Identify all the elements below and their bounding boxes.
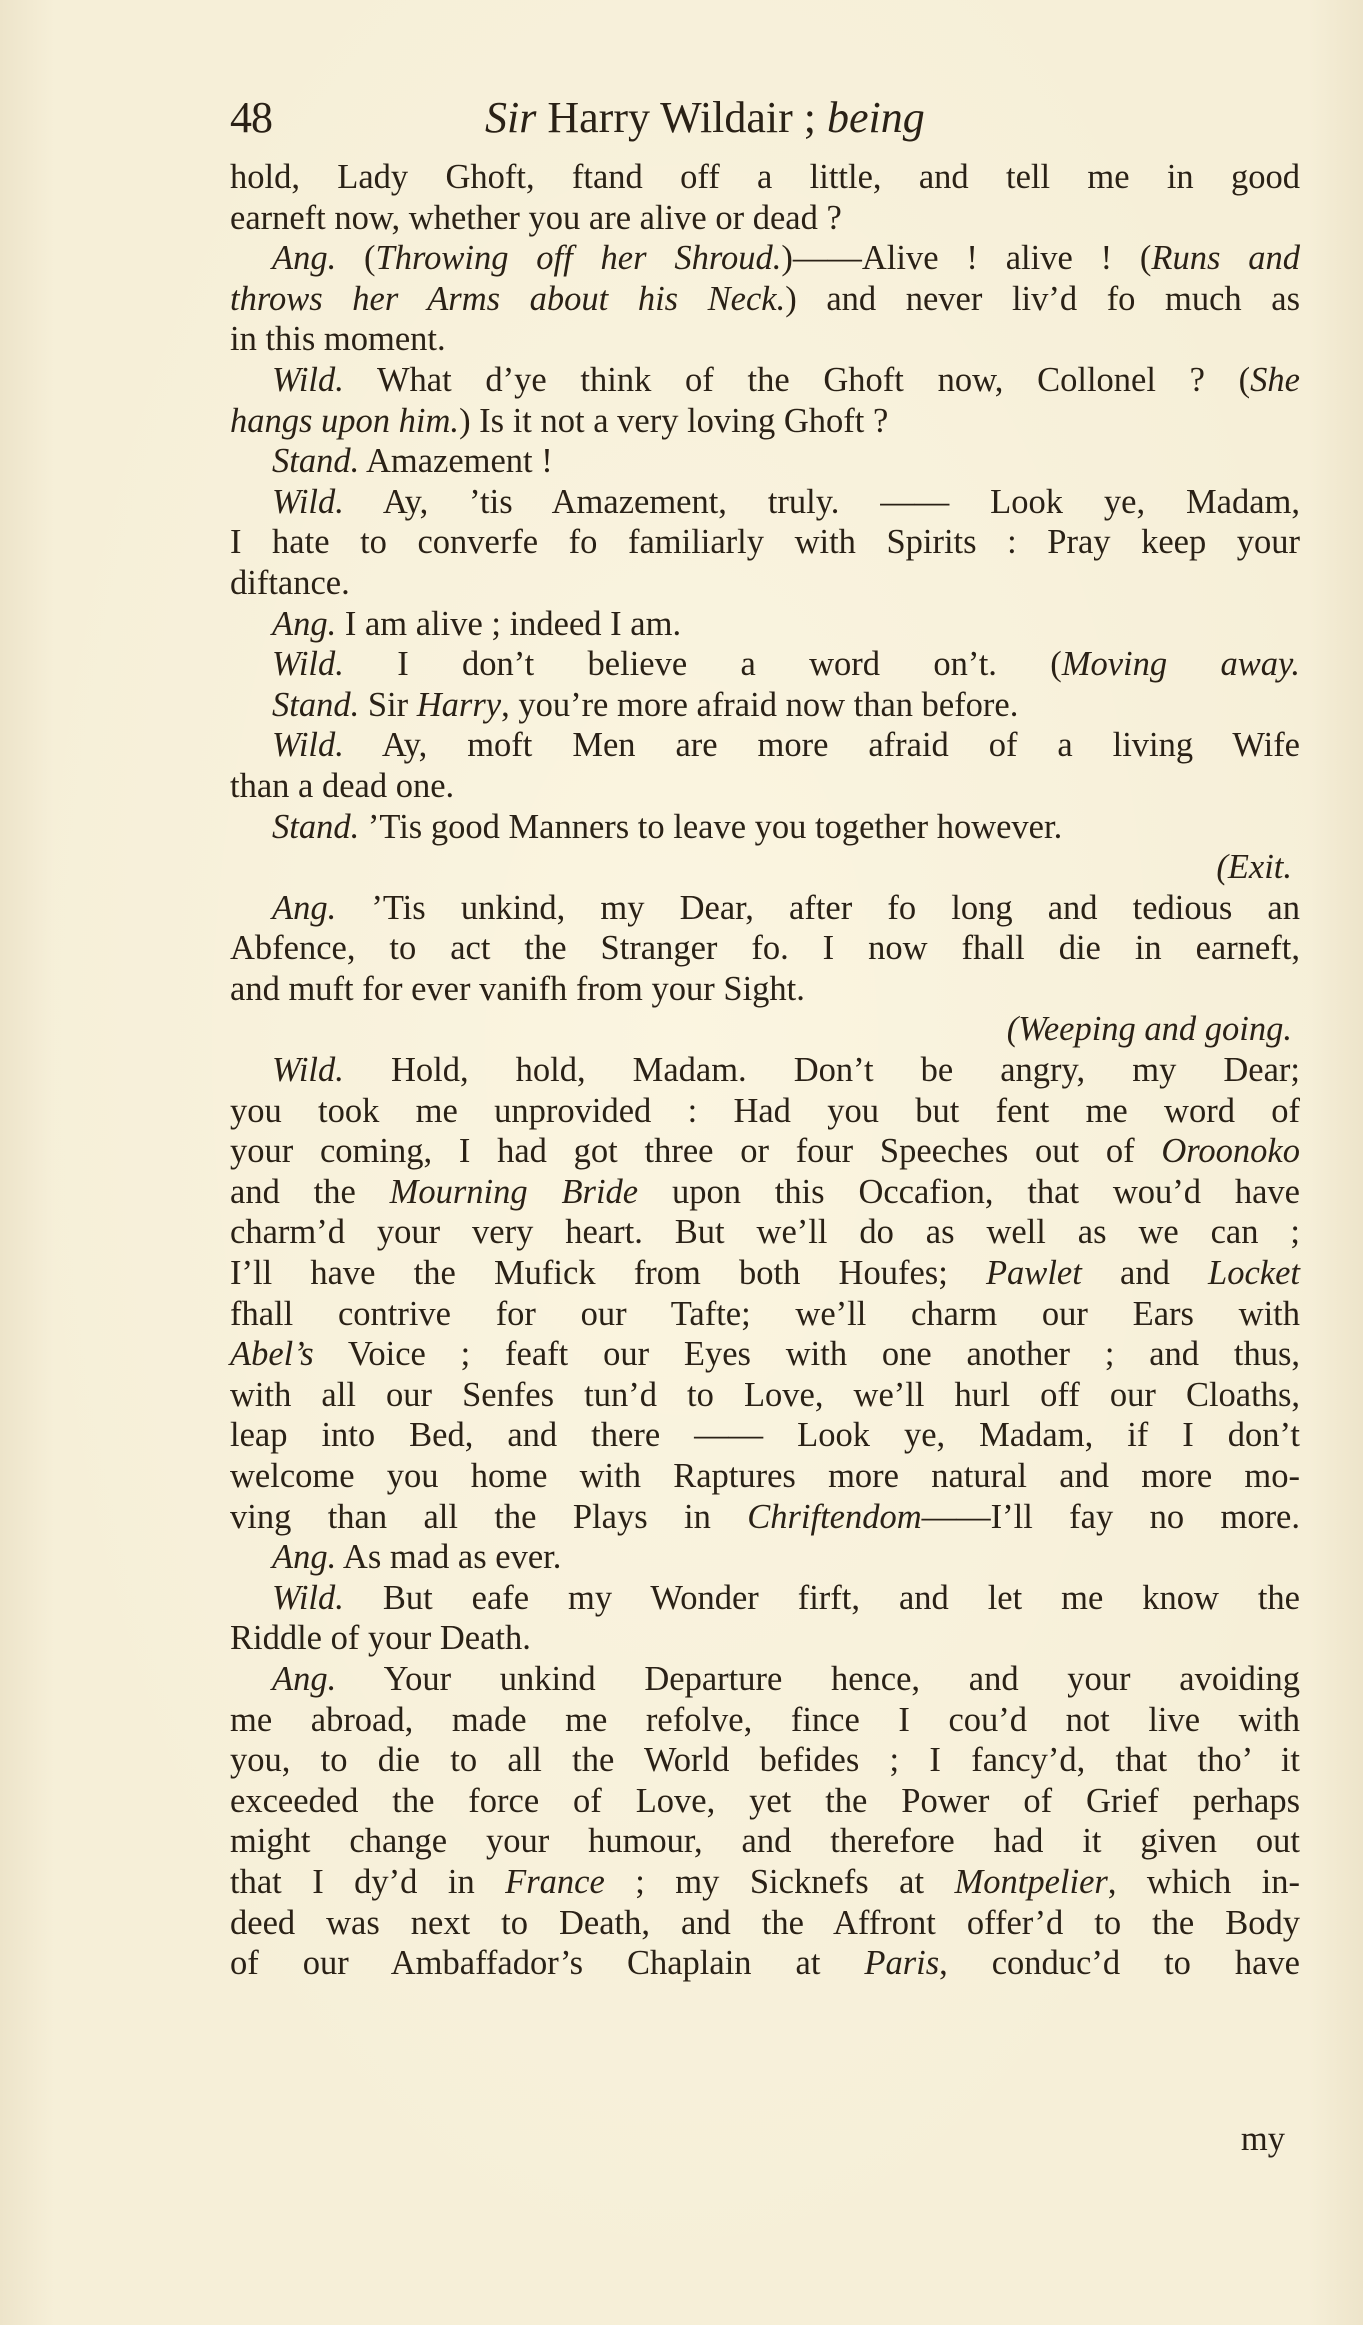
roman-text: and	[1081, 1254, 1209, 1293]
italic-text: Oroonoko	[1161, 1132, 1300, 1171]
italic-text: Wild.	[272, 482, 344, 521]
text-line	[230, 1334, 1300, 1375]
text-line	[230, 847, 1300, 888]
text-line	[230, 1212, 1300, 1253]
text-line	[230, 319, 1300, 360]
catchword: my	[1240, 2120, 1285, 2158]
text-line	[230, 604, 1300, 645]
running-title-main: Harry Wildair ;	[547, 93, 817, 142]
roman-text: Sir	[359, 685, 417, 724]
text-line	[230, 522, 1300, 563]
roman-text: , you’re more afraid now than before.	[501, 685, 1019, 724]
roman-text: ) Is it not a very loving Ghoft ?	[459, 401, 889, 440]
text-line	[230, 198, 1300, 239]
roman-text: I hate to converfe fo familiarly with Spirits : Pray keep your	[230, 523, 1300, 562]
roman-text: welcome you home with Raptures more natural and more mo-	[230, 1457, 1300, 1495]
roman-text: ; my Sicknefs at	[604, 1862, 955, 1901]
text-line	[230, 1253, 1300, 1294]
text-line	[230, 644, 1300, 685]
italic-text: Wild.	[272, 645, 344, 684]
roman-text: with all our Senfes tun’d to Love, we’ll hurl off our Cloaths,	[230, 1375, 1300, 1414]
running-header	[230, 92, 1300, 152]
roman-text: Ay, ’tis Amazement, truly. —— Look ye, Madam,	[343, 482, 1300, 521]
italic-text: Ang.	[272, 1538, 337, 1577]
italic-text: Moving away.	[1061, 645, 1300, 684]
text-line	[230, 1903, 1300, 1944]
italic-text: Ang.	[272, 1659, 337, 1698]
roman-text: in this moment.	[230, 320, 446, 359]
italic-text: Harry	[416, 685, 502, 724]
roman-text: that I dy’d in	[230, 1862, 506, 1901]
text-line	[230, 1862, 1300, 1903]
text-line	[230, 1537, 1300, 1578]
roman-text: Abfence, to act the Stranger fo. I now fhall die in earneft,	[230, 929, 1300, 968]
roman-text: I’ll have the Mufick from both Houfes;	[230, 1254, 986, 1293]
roman-text: earneft now, whether you are alive or dead ?	[230, 198, 842, 237]
roman-text: fhall contrive for our Tafte; we’ll charm our Ears with	[230, 1294, 1300, 1333]
text-line	[230, 401, 1300, 442]
italic-text: Wild.	[272, 726, 344, 765]
roman-text: , which in-	[1107, 1862, 1301, 1901]
italic-text: She	[1250, 360, 1300, 399]
text-line	[230, 1172, 1300, 1213]
text-line	[230, 685, 1300, 726]
running-title-tail: being	[827, 93, 925, 142]
roman-text: Hold, hold, Madam. Don’t be angry, my Dear;	[343, 1051, 1300, 1090]
roman-text: your coming, I had got three or four Speeches out of	[230, 1132, 1162, 1171]
roman-text: of our Ambaffador’s Chaplain at	[230, 1944, 865, 1983]
italic-text: Chriftendom	[747, 1497, 922, 1536]
text-line	[230, 1700, 1300, 1741]
italic-text: Ang.	[272, 888, 337, 927]
roman-text: But eafe my Wonder firft, and let me know the	[343, 1578, 1300, 1617]
text-line	[230, 1943, 1300, 1984]
text-line	[230, 1821, 1300, 1862]
page-number: 48	[230, 93, 272, 142]
roman-text: What d’ye think of the Ghoft now, Collonel ? (	[343, 360, 1251, 399]
italic-text: France	[505, 1862, 605, 1901]
roman-text: me abroad, made me refolve, fince I cou’d not live with	[230, 1700, 1300, 1739]
roman-text: Amazement !	[359, 442, 553, 481]
italic-text: Mourning Bride	[389, 1172, 639, 1211]
text-line	[230, 441, 1300, 482]
text-line	[230, 725, 1300, 766]
body-text	[230, 157, 1300, 1984]
roman-text: ——I’ll fay no more.	[921, 1497, 1300, 1536]
text-line	[230, 1578, 1300, 1619]
text-line	[230, 1009, 1300, 1050]
text-line	[230, 360, 1300, 401]
italic-text: Paris	[864, 1944, 940, 1983]
roman-text: , conduc’d to have	[939, 1944, 1300, 1983]
roman-text: hold, Lady Ghoft, ftand off a little, and tell me in good	[230, 158, 1300, 196]
text-line	[230, 157, 1300, 198]
text-line	[230, 1740, 1300, 1781]
italic-text: Abel’s	[230, 1335, 314, 1374]
text-line	[230, 1131, 1300, 1172]
roman-text: ’Tis good Manners to leave you together however.	[359, 807, 1063, 846]
text-line	[230, 1415, 1300, 1456]
roman-text: upon this Occafion, that wou’d have	[638, 1172, 1300, 1211]
roman-text: and the	[230, 1172, 390, 1211]
italic-text: (Weeping and going.	[1006, 1010, 1292, 1049]
roman-text: charm’d your very heart. But we’ll do as well as we can ;	[230, 1213, 1300, 1252]
text-line	[230, 969, 1300, 1010]
roman-text: deed was next to Death, and the Affront offer’d to the Body	[230, 1903, 1300, 1942]
text-line	[230, 1781, 1300, 1822]
roman-text: leap into Bed, and there —— Look ye, Madam, if I don’t	[230, 1416, 1300, 1455]
roman-text: diftance.	[230, 563, 350, 602]
roman-text: Riddle of your Death.	[230, 1619, 531, 1658]
text-line	[230, 1659, 1300, 1700]
roman-text: )——Alive ! alive ! (	[781, 239, 1152, 278]
text-line	[230, 563, 1300, 604]
text-line	[230, 1091, 1300, 1132]
roman-text: you, to die to all the World befides ; I fancy’d, that tho’ it	[230, 1741, 1300, 1780]
italic-text: Ang.	[272, 239, 337, 278]
text-line	[230, 1618, 1300, 1659]
text-line	[230, 1050, 1300, 1091]
italic-text: Montpelier	[954, 1862, 1108, 1901]
text-line	[230, 1497, 1300, 1538]
text-line	[230, 807, 1300, 848]
roman-text: ) and never liv’d fo much as	[785, 279, 1300, 318]
text-line	[230, 238, 1300, 279]
italic-text: Wild.	[272, 1051, 344, 1090]
text-line	[230, 928, 1300, 969]
roman-text: than a dead one.	[230, 766, 455, 805]
roman-text: ’Tis unkind, my Dear, after fo long and tedious an	[336, 888, 1300, 927]
italic-text: Throwing off her Shroud.	[375, 239, 782, 278]
italic-text: Stand.	[272, 442, 360, 481]
roman-text: Ay, moft Men are more afraid of a living Wife	[343, 726, 1300, 765]
running-title	[485, 92, 925, 143]
roman-text: and muft for ever vanifh from your Sight.	[230, 969, 805, 1008]
italic-text: throws her Arms about his Neck.	[230, 279, 786, 318]
roman-text: Voice ; feaft our Eyes with one another ; and thus,	[313, 1335, 1300, 1374]
italic-text: Locket	[1208, 1254, 1300, 1293]
italic-text: Stand.	[272, 685, 360, 724]
text-line	[230, 482, 1300, 523]
roman-text: you took me unprovided : Had you but fent me word of	[230, 1091, 1300, 1130]
italic-text: hangs upon him.	[230, 401, 460, 440]
italic-text: Runs and	[1151, 239, 1300, 278]
italic-text: Pawlet	[985, 1254, 1082, 1293]
roman-text: might change your humour, and therefore had it given out	[230, 1822, 1300, 1861]
roman-text: As mad as ever.	[336, 1538, 562, 1577]
roman-text: ving than all the Plays in	[230, 1497, 748, 1536]
italic-text: Ang.	[272, 604, 337, 643]
text-line	[230, 888, 1300, 929]
roman-text: I am alive ; indeed I am.	[336, 604, 682, 643]
italic-text: (Exit.	[1216, 848, 1292, 887]
text-line	[230, 1375, 1300, 1416]
running-title-italic: Sir	[485, 93, 537, 142]
text-line	[230, 1294, 1300, 1335]
roman-text: Your unkind Departure hence, and your avoiding	[336, 1659, 1300, 1698]
roman-text: (	[336, 239, 376, 278]
text-line	[230, 279, 1300, 320]
italic-text: Wild.	[272, 360, 344, 399]
roman-text: exceeded the force of Love, yet the Power of Grief perhaps	[230, 1781, 1300, 1820]
text-line	[230, 1456, 1300, 1497]
text-line	[230, 766, 1300, 807]
italic-text: Stand.	[272, 807, 360, 846]
italic-text: Wild.	[272, 1578, 344, 1617]
roman-text: I don’t believe a word on’t. (	[343, 645, 1062, 684]
